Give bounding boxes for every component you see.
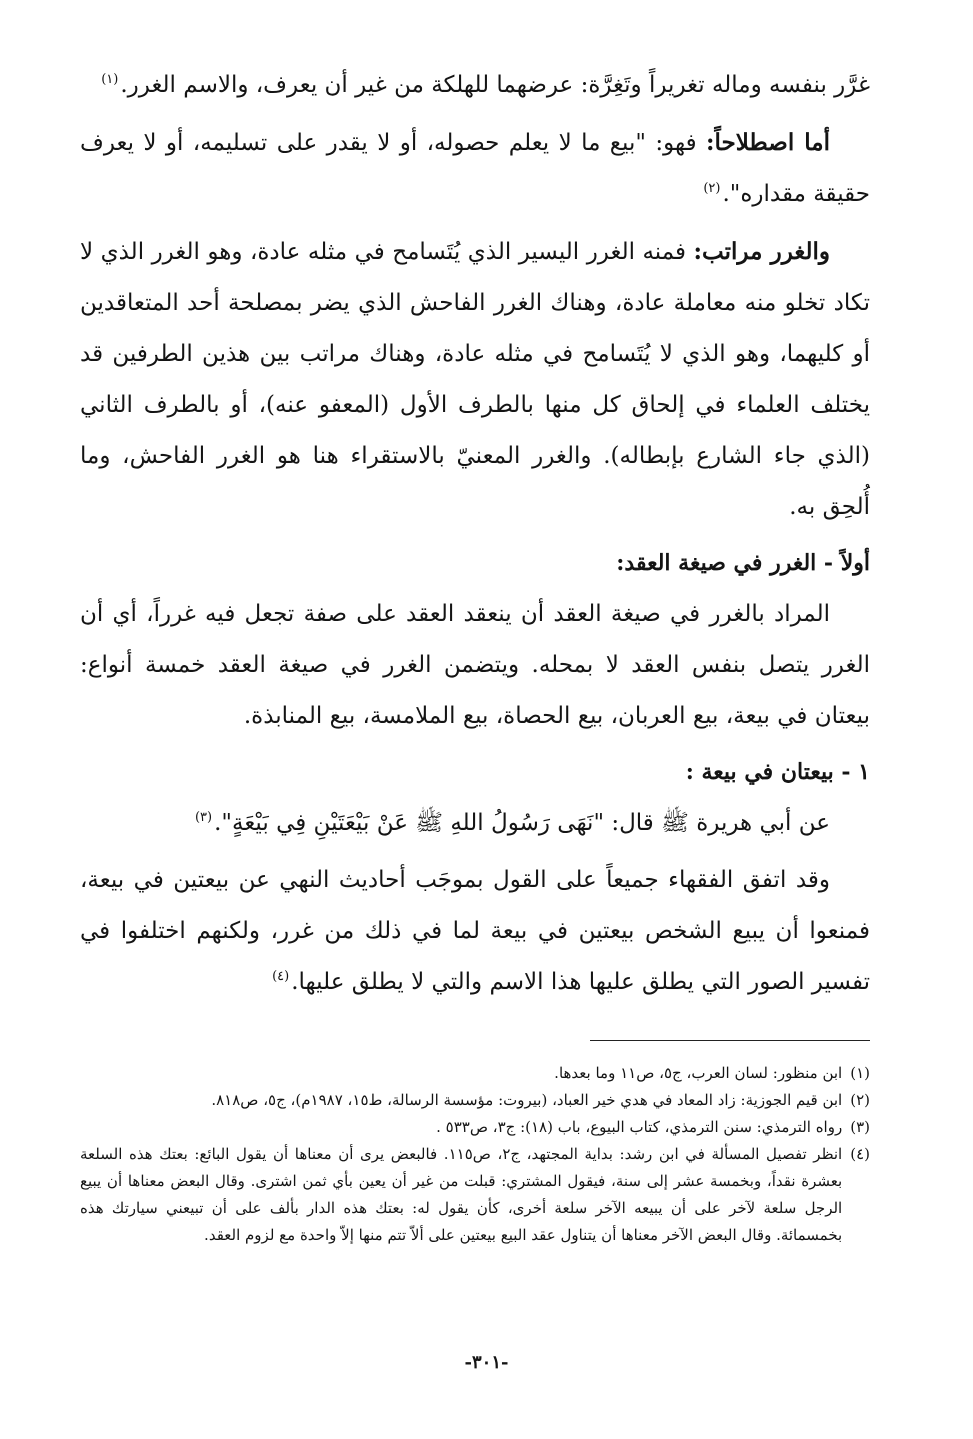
paragraph-technical-definition bbox=[80, 117, 870, 220]
footnote bbox=[80, 1141, 870, 1249]
hadith-quote: "نَهَى رَسُولُ اللهِ ﷺ عَنْ بَيْعَتَيْنِ فِي بَيْعَةٍ". bbox=[214, 810, 612, 836]
footnote-ref-3: (٣) bbox=[194, 810, 213, 826]
footnote-text: رواه الترمذي: سنن الترمذي، كتاب البيوع، باب (١٨): ج٣، ص٥٣٣ . bbox=[436, 1118, 843, 1136]
footnote-number: (١) bbox=[850, 1064, 870, 1082]
footnote bbox=[80, 1087, 870, 1114]
paragraph-text: وقد اتفق الفقهاء جميعاً على القول بموجَب أحاديث النهي عن بيعتين في بيعة، فمنعوا أن يبيع الشخص بيعتين في بيعة لما في ذلك من غرر، ولكنهم اختلفوا في تفسير الصور التي يطلق عليها هذا الاسم والتي لا يطلق عليها. bbox=[80, 867, 870, 995]
footnote-ref-2: (٢) bbox=[703, 181, 721, 197]
paragraph-text: المراد بالغرر في صيغة العقد أن ينعقد العقد على صفة تجعل فيه غرراً، أي أن الغرر يتصل بنفس العقد لا بمحله. ويتضمن الغرر في صيغة العقد خمسة أنواع: بيعتان في بيعة، بيع العربان، بيع الحصاة، بيع الملامسة، بيع المنابذة. bbox=[80, 601, 870, 729]
footnotes bbox=[80, 1060, 870, 1249]
footnote bbox=[80, 1114, 870, 1141]
footnote-ref-4: (٤) bbox=[272, 969, 290, 985]
subsection-heading-two-sales: ١ - بيعتان في بيعة : bbox=[685, 759, 870, 785]
paragraph-lead: أما اصطلاحاً: bbox=[705, 129, 831, 156]
paragraph-lead: والغرر مراتب: bbox=[693, 238, 830, 265]
paragraph-text: فهو: "بيع ما لا يعلم حصوله، أو لا يقدر على تسليمه، أو لا يعرف حقيقة مقداره". bbox=[80, 130, 870, 207]
footnote-text: ابن منظور: لسان العرب، ج٥، ص١١ وما بعدها. bbox=[554, 1064, 843, 1082]
main-text bbox=[80, 60, 870, 1014]
paragraph-gharar-levels bbox=[80, 226, 870, 533]
paragraph-jurists-agreement bbox=[80, 855, 870, 1008]
footnote-number: (٣) bbox=[850, 1118, 870, 1136]
paragraph-text: عن أبي هريرة ﷺ قال: bbox=[611, 810, 830, 836]
footnote bbox=[80, 1060, 870, 1087]
paragraph-lexical-definition bbox=[80, 60, 870, 111]
footnote-text: ابن قيم الجوزية: زاد المعاد في هدي خير العباد، (بيروت: مؤسسة الرسالة، ط١٥، ١٩٨٧م)، ج٥، ص٨١٨. bbox=[211, 1091, 843, 1109]
paragraph-text: فمنه الغرر اليسير الذي يُتَسامح في مثله عادة، وهو الغرر الذي لا تكاد تخلو منه معاملة عادة، وهناك الغرر الفاحش الذي يضر بمصلحة أحد المتعاقدين أو كليهما، وهو الذي لا يُتَسامح في مثله عادة، وهناك مراتب بين هذين الطرفين قد يختلف العلماء في إلحاق كل منها بالطرف الأول (المعفو عنه)، أو بالطرف الثاني (الذي جاء الشارع بإبطاله). والغرر المعنيّ بالاستقراء هنا هو الغرر الفاحش، وما أُلحِق به. bbox=[80, 239, 870, 520]
paragraph-contract-form bbox=[80, 589, 870, 742]
page-number: -٣٠١- bbox=[464, 1352, 509, 1373]
paragraph-hadith bbox=[80, 798, 870, 849]
footnote-text: انظر تفصيل المسألة في ابن رشد: بداية المجتهد، ج٢، ص١١٥. فالبعض يرى أن معناها أن يقول البائع: بعتك هذه السلعة بعشرة نقداً، وبخمسة عشر إلى سنة، فيقول المشتري: قبلت من غير أن يعين بأي ثمن اشترى. وقال البعض معناها أن يبيع الرجل سلعة لآخر على أن يبيعه الآخر سلعة أخرى، كأن يقول له: بعتك هذه الدار بألف على أن تبيعني سيارتك هذه بخمسمائة. وقال البعض الآخر معناها أن يتناول عقد البيع بيعتين على ألاّ تتم منها إلاّ واحدة مع لزوم العقد. bbox=[80, 1145, 843, 1244]
paragraph-text: غرَّر بنفسه وماله تغريراً وتَغِرَّة: عرضهما للهلكة من غير أن يعرف، والاسم الغرر. bbox=[120, 72, 870, 98]
footnote-ref-1: (١) bbox=[101, 72, 119, 88]
section-heading-contract-form: أولاً - الغرر في صيغة العقد: bbox=[616, 550, 870, 576]
footnote-separator bbox=[590, 1040, 870, 1041]
footnote-number: (٤) bbox=[850, 1145, 870, 1163]
footnote-number: (٢) bbox=[850, 1091, 870, 1109]
